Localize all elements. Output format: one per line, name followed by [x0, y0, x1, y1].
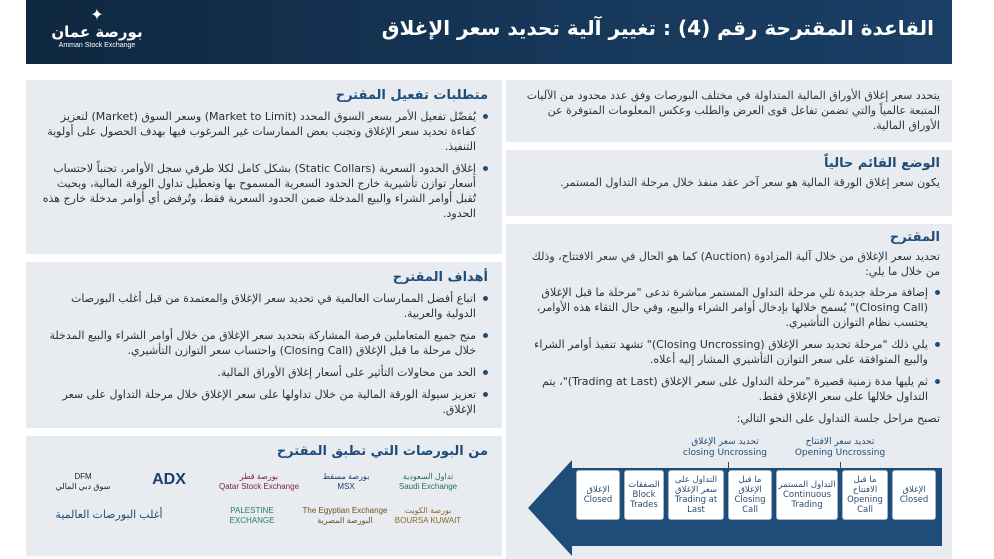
egyptian-exchange-logo: The Egyptian Exchange البورصة المصرية: [302, 506, 388, 525]
proposal-item: يلي ذلك "مرحلة تحديد سعر الإغلاق (Closing Uncrossing)" تشهد تنفيذ أوامر الشراء والبيع المتوافقة على سعر التوازن التأشيري المشار إليه أعلاه.: [518, 337, 940, 367]
requirement-item: إغلاق الحدود السعرية (Static Collars) بشكل كامل لكلا طرفي سجل الأوامر، تجنباً لاحتساب أسعار توازن تأشيرية خارج الحدود السعرية المسموح بها وتعطيل تداول الورقة المالية، وبحيث تُقبل أوامر الشراء والبيع المدخلة ضمن الحدود السعرية فقط، وتُرفض أي أوامر مدخلة خارج هذه الحدود.: [40, 161, 488, 221]
ase-logo-icon: ✦: [90, 5, 104, 24]
ase-logo: [42, 6, 152, 58]
proposal-outro: تصبح مراحل جلسة التداول على النحو التالي:: [736, 412, 940, 425]
phase-closed-start: [892, 470, 936, 520]
phase-label: التداول على سعر الإغلاق Trading at Last: [674, 475, 718, 515]
current-status-box: [506, 150, 952, 216]
global-exchanges-label: أغلب البورصات العالمية: [55, 509, 163, 521]
phase-label: الإغلاق Closed: [899, 485, 929, 505]
header-banner: [26, 0, 952, 64]
proposal-item: إضافة مرحلة جديدة تلي مرحلة التداول المستمر مباشرة تدعى "مرحلة ما قبل الإغلاق (Closing Call)" يُسمح خلالها بإدخال أوامر الشراء والبيع، وفي حال التقاء هذه الأوامر، يحتسب نظام التوازن التأشيري.: [518, 285, 940, 330]
requirements-title: متطلبات تفعيل المقترح: [335, 88, 488, 103]
qatar-exchange-logo: بورصة قطر Qatar Stock Exchange: [218, 472, 300, 491]
exchanges-box: [26, 436, 502, 556]
phase-label: الإغلاق Closed: [583, 485, 613, 505]
proposal-intro: تحديد سعر الإغلاق من خلال آلية المزادوة (Auction) كما هو الحال في سعر الافتتاح، وذلك من خلال ما يلي:: [531, 250, 940, 278]
phase-trading-at-last: [668, 470, 724, 520]
phase-label: ما قبل الإغلاق Closing Call: [734, 475, 766, 515]
phase-label: التداول المستمر Continuous Trading: [778, 480, 836, 510]
objective-item: تعزيز سيولة الورقة المالية من خلال تداولها على سعر الإغلاق خلال مرحلة التداول على سعر الإغلاق.: [40, 387, 488, 417]
phase-label: ما قبل الافتتاح Opening Call: [847, 475, 883, 515]
ase-logo-english: Amman Stock Exchange: [58, 42, 136, 49]
requirements-list: [40, 109, 488, 221]
phase-closed-end: [576, 470, 620, 520]
page-title: القاعدة المقترحة رقم (4) : تغيير آلية تحديد سعر الإغلاق: [381, 16, 934, 40]
boursa-kuwait-logo: بورصة الكويت BOURSA KUWAIT: [394, 506, 462, 525]
intro-box: [506, 80, 952, 142]
phase-closing-call: [728, 470, 772, 520]
objective-item: منح جميع المتعاملين فرصة المشاركة بتحديد سعر الإغلاق من خلال أوامر الشراء والبيع المدخلة خلال مرحلة ما قبل الإغلاق (Closing Call) واحتساب سعر التوازن التأشيري.: [40, 328, 488, 358]
requirements-box: [26, 80, 502, 254]
intro-text: يتحدد سعر إغلاق الأوراق المالية المتداولة في مختلف البورصات وفق عدد محدود من الآليات المتبعة عالمياً والتي تضمن تفاعل قوى العرض والطلب وعكس المعلومات المتوفرة عن الأوراق المالية.: [526, 89, 940, 132]
objectives-box: [26, 262, 502, 428]
opening-uncrossing-tick: [840, 462, 841, 472]
dfm-logo: DFM سوق دبي المالي: [55, 472, 111, 491]
exchanges-title: من البورصات التي تطبق المقترح: [276, 444, 488, 459]
saudi-exchange-logo: تداول السعودية Saudi Exchange: [398, 472, 458, 491]
proposal-item: ثم يليها مدة زمنية قصيرة "مرحلة التداول على سعر الإغلاق (Trading at Last)"، يتم التداول خلالها على سعر الإغلاق فقط.: [518, 374, 940, 404]
phase-continuous-trading: [776, 470, 838, 520]
palestine-exchange-logo: PALESTINE EXCHANGE: [229, 506, 275, 525]
adx-logo: ADX: [152, 471, 186, 488]
msx-logo: بورصة مسقط MSX: [322, 472, 370, 491]
objective-item: الحد من محاولات التأثير على أسعار إغلاق الأوراق المالية.: [40, 365, 488, 380]
current-status-text: يكون سعر إغلاق الورقة المالية هو سعر آخر عقد منفذ خلال مرحلة التداول المستمر.: [560, 176, 940, 189]
objectives-title: أهداف المقترح: [392, 270, 488, 285]
opening-uncrossing-label: تحديد سعر الافتتاح Opening Uncrossing: [794, 437, 886, 458]
phase-label: الصفقات Block Trades: [628, 480, 660, 510]
phase-block-trades: [624, 470, 664, 520]
objective-item: اتباع أفضل الممارسات العالمية في تحديد سعر الإغلاق والمعتمدة من قبل أغلب البورصات الدولية والعربية.: [40, 291, 488, 321]
objectives-list: [40, 291, 488, 417]
closing-uncrossing-tick: [728, 462, 729, 472]
proposal-title: المقترح: [889, 230, 940, 245]
current-status-title: الوضع القائم حالياً: [824, 156, 940, 171]
proposal-list: [518, 285, 940, 404]
closing-uncrossing-label: تحديد سعر الإغلاق closing Uncrossing: [683, 437, 767, 458]
phase-opening-call: [842, 470, 888, 520]
ase-logo-arabic: بورصة عمان: [51, 23, 143, 41]
requirement-item: يُفضّل تفعيل الأمر بسعر السوق المحدد (Market to Limit) وسعر السوق (Market) لتعزيز كفاءة تحديد سعر الإغلاق وتجنب بعض الممارسات غير المرغوب فيها بهدف الحصول على أولوية التنفيذ.: [40, 109, 488, 154]
trading-session-timeline: [528, 458, 942, 558]
